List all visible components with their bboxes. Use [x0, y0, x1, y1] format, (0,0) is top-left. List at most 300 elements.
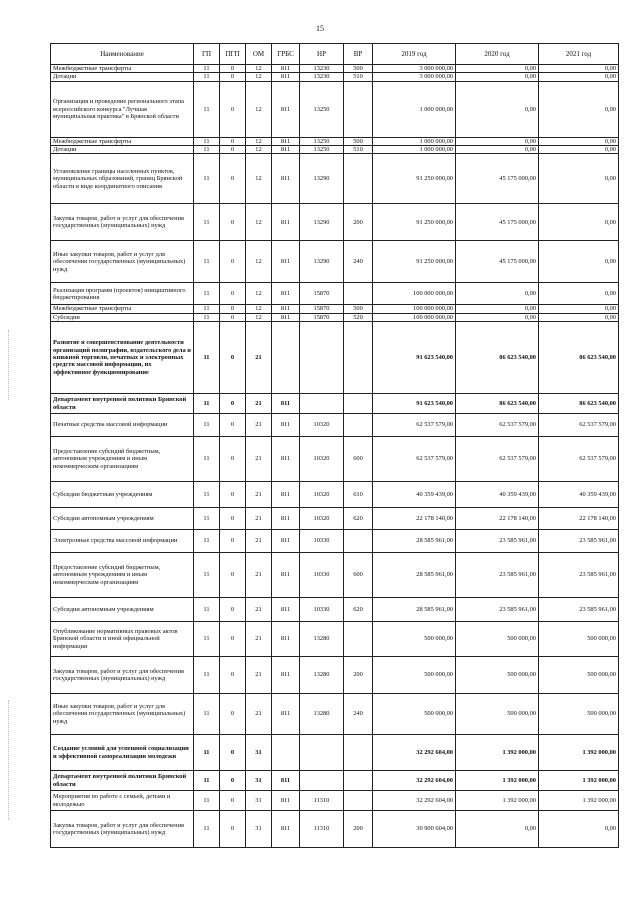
cell-grbs: 811 [272, 414, 300, 437]
cell-om: 31 [246, 735, 272, 771]
cell-grbs: 811 [272, 241, 300, 283]
cell-grbs [272, 735, 300, 771]
cell-gp: 11 [194, 437, 220, 482]
cell-2019: 100 000 000,00 [373, 313, 456, 321]
cell-2020: 0,00 [456, 811, 539, 848]
header-2021: 2021 год [539, 44, 619, 65]
cell-2019: 500 000,00 [373, 622, 456, 657]
cell-name: Межбюджетные трансферты [51, 137, 194, 145]
cell-name: Электронные средства массовой информации [51, 530, 194, 553]
cell-2021: 0,00 [539, 241, 619, 283]
cell-vr: 600 [344, 553, 373, 598]
cell-name: Межбюджетные трансферты [51, 305, 194, 313]
cell-vr: 510 [344, 73, 373, 81]
cell-gp: 11 [194, 553, 220, 598]
cell-om: 12 [246, 81, 272, 137]
cell-name: Иные закупки товаров, работ и услуг для обеспечения государственных (муниципальных) нужд [51, 694, 194, 735]
cell-2020: 0,00 [456, 305, 539, 313]
cell-2020: 1 392 000,00 [456, 791, 539, 811]
cell-nr: 13250 [300, 146, 344, 154]
cell-2021: 23 585 961,00 [539, 553, 619, 598]
cell-gp: 11 [194, 622, 220, 657]
cell-om: 12 [246, 73, 272, 81]
cell-gp: 11 [194, 283, 220, 305]
cell-pgp: 0 [220, 622, 246, 657]
cell-grbs: 811 [272, 394, 300, 414]
cell-name: Печатные средства массовой информации [51, 414, 194, 437]
cell-pgp: 0 [220, 437, 246, 482]
cell-pgp: 0 [220, 204, 246, 241]
cell-pgp: 0 [220, 598, 246, 622]
cell-pgp: 0 [220, 305, 246, 313]
cell-grbs: 811 [272, 283, 300, 305]
cell-om: 21 [246, 437, 272, 482]
table-row [51, 791, 619, 811]
cell-2019: 40 359 439,00 [373, 482, 456, 508]
cell-gp: 11 [194, 81, 220, 137]
cell-gp: 11 [194, 482, 220, 508]
cell-vr: 200 [344, 657, 373, 694]
cell-2019: 500 000,00 [373, 657, 456, 694]
cell-pgp: 0 [220, 811, 246, 848]
cell-grbs: 811 [272, 694, 300, 735]
cell-vr: 500 [344, 305, 373, 313]
cell-nr: 13230 [300, 73, 344, 81]
cell-vr: 500 [344, 137, 373, 145]
cell-vr: 200 [344, 204, 373, 241]
cell-vr: 610 [344, 482, 373, 508]
cell-2021: 22 178 140,00 [539, 508, 619, 530]
cell-nr: 15870 [300, 305, 344, 313]
cell-2021: 86 623 540,00 [539, 322, 619, 394]
header-vr: ВР [344, 44, 373, 65]
cell-om: 21 [246, 482, 272, 508]
table-row [51, 305, 619, 313]
cell-vr [344, 414, 373, 437]
cell-2019: 91 250 000,00 [373, 154, 456, 204]
cell-name: Департамент внутренней политики Брянской области [51, 394, 194, 414]
cell-om: 12 [246, 241, 272, 283]
cell-name: Закупка товаров, работ и услуг для обеспечения государственных (муниципальных) нужд [51, 204, 194, 241]
table-row [51, 622, 619, 657]
cell-om: 12 [246, 65, 272, 73]
cell-om: 21 [246, 657, 272, 694]
cell-name: Организация и проведение регионального этапа всероссийского конкурса "Лучшая муниципальная практика" в Брянской области [51, 81, 194, 137]
cell-om: 31 [246, 771, 272, 791]
cell-nr: 10320 [300, 508, 344, 530]
cell-nr: 13290 [300, 204, 344, 241]
cell-om: 21 [246, 508, 272, 530]
cell-nr: 13290 [300, 154, 344, 204]
cell-gp: 11 [194, 241, 220, 283]
cell-grbs: 811 [272, 482, 300, 508]
cell-nr: 13280 [300, 694, 344, 735]
cell-pgp: 0 [220, 154, 246, 204]
cell-om: 21 [246, 394, 272, 414]
cell-gp: 11 [194, 735, 220, 771]
cell-pgp: 0 [220, 791, 246, 811]
cell-om: 21 [246, 530, 272, 553]
cell-2021: 1 392 000,00 [539, 735, 619, 771]
cell-vr [344, 154, 373, 204]
cell-om: 21 [246, 414, 272, 437]
cell-2021: 0,00 [539, 811, 619, 848]
cell-2019: 62 537 579,00 [373, 437, 456, 482]
cell-vr: 200 [344, 811, 373, 848]
cell-2021: 0,00 [539, 65, 619, 73]
cell-pgp: 0 [220, 657, 246, 694]
cell-2020: 0,00 [456, 146, 539, 154]
cell-2021: 40 359 439,00 [539, 482, 619, 508]
cell-nr: 10330 [300, 598, 344, 622]
cell-pgp: 0 [220, 322, 246, 394]
cell-2020: 0,00 [456, 137, 539, 145]
table-row [51, 154, 619, 204]
cell-2019: 28 585 961,00 [373, 530, 456, 553]
cell-pgp: 0 [220, 283, 246, 305]
header-2020: 2020 год [456, 44, 539, 65]
cell-2019: 22 178 140,00 [373, 508, 456, 530]
header-om: ОМ [246, 44, 272, 65]
cell-om: 21 [246, 598, 272, 622]
cell-nr: 15870 [300, 313, 344, 321]
cell-gp: 11 [194, 394, 220, 414]
cell-nr: 10320 [300, 437, 344, 482]
margin-mark [8, 700, 10, 820]
table-row [51, 73, 619, 81]
cell-pgp: 0 [220, 146, 246, 154]
cell-2020: 0,00 [456, 65, 539, 73]
cell-om: 31 [246, 811, 272, 848]
cell-grbs: 811 [272, 313, 300, 321]
cell-2021: 1 392 000,00 [539, 771, 619, 791]
cell-2021: 0,00 [539, 137, 619, 145]
table-row [51, 482, 619, 508]
cell-name: Дотации [51, 73, 194, 81]
cell-2020: 62 537 579,00 [456, 414, 539, 437]
cell-2019: 62 537 579,00 [373, 414, 456, 437]
cell-om: 12 [246, 204, 272, 241]
cell-vr: 620 [344, 598, 373, 622]
cell-nr: 11310 [300, 811, 344, 848]
cell-om: 12 [246, 137, 272, 145]
cell-2020: 500 000,00 [456, 622, 539, 657]
cell-vr: 620 [344, 508, 373, 530]
cell-grbs: 811 [272, 146, 300, 154]
cell-vr: 520 [344, 313, 373, 321]
cell-name: Развитие и совершенствование деятельности организаций полиграфии, издательского дела и книжной торговли, печатных и электронных средств массовой информации, их эффективное функционирование [51, 322, 194, 394]
cell-gp: 11 [194, 530, 220, 553]
cell-nr: 13250 [300, 137, 344, 145]
cell-gp: 11 [194, 313, 220, 321]
cell-grbs: 811 [272, 657, 300, 694]
cell-grbs: 811 [272, 81, 300, 137]
cell-2021: 500 000,00 [539, 657, 619, 694]
cell-2021: 500 000,00 [539, 694, 619, 735]
cell-grbs: 811 [272, 530, 300, 553]
cell-pgp: 0 [220, 508, 246, 530]
cell-pgp: 0 [220, 530, 246, 553]
cell-2020: 45 175 000,00 [456, 204, 539, 241]
cell-2021: 0,00 [539, 305, 619, 313]
cell-name: Опубликование нормативных правовых актов Брянской области и иной официальной информации [51, 622, 194, 657]
cell-2021: 0,00 [539, 283, 619, 305]
cell-gp: 11 [194, 65, 220, 73]
cell-pgp: 0 [220, 482, 246, 508]
cell-nr: 13290 [300, 241, 344, 283]
cell-gp: 11 [194, 305, 220, 313]
budget-table [50, 43, 619, 848]
cell-2019: 3 000 000,00 [373, 65, 456, 73]
cell-pgp: 0 [220, 735, 246, 771]
cell-vr: 240 [344, 694, 373, 735]
table-row [51, 81, 619, 137]
cell-2021: 0,00 [539, 73, 619, 81]
cell-2021: 0,00 [539, 154, 619, 204]
cell-gp: 11 [194, 508, 220, 530]
table-row [51, 508, 619, 530]
cell-gp: 11 [194, 791, 220, 811]
cell-gp: 11 [194, 811, 220, 848]
cell-om: 12 [246, 283, 272, 305]
cell-grbs: 811 [272, 154, 300, 204]
cell-2020: 23 585 961,00 [456, 598, 539, 622]
page-number: 15 [316, 24, 324, 33]
cell-2020: 23 585 961,00 [456, 530, 539, 553]
cell-pgp: 0 [220, 73, 246, 81]
cell-gp: 11 [194, 322, 220, 394]
cell-2019: 28 585 961,00 [373, 598, 456, 622]
cell-vr [344, 791, 373, 811]
cell-nr [300, 322, 344, 394]
cell-2019: 32 292 604,00 [373, 771, 456, 791]
cell-name: Предоставление субсидий бюджетным, автономным учреждениям и иным некоммерческим организациям [51, 437, 194, 482]
cell-om: 12 [246, 313, 272, 321]
cell-pgp: 0 [220, 241, 246, 283]
cell-gp: 11 [194, 657, 220, 694]
table-row [51, 598, 619, 622]
cell-2021: 86 623 540,00 [539, 394, 619, 414]
cell-2020: 23 585 961,00 [456, 553, 539, 598]
cell-2020: 0,00 [456, 313, 539, 321]
cell-nr: 15870 [300, 283, 344, 305]
cell-vr [344, 771, 373, 791]
cell-2019: 91 250 000,00 [373, 241, 456, 283]
cell-om: 21 [246, 322, 272, 394]
cell-2020: 62 537 579,00 [456, 437, 539, 482]
header-grbs: ГРБС [272, 44, 300, 65]
table-row [51, 735, 619, 771]
cell-grbs: 811 [272, 65, 300, 73]
cell-grbs: 811 [272, 204, 300, 241]
cell-gp: 11 [194, 598, 220, 622]
cell-pgp: 0 [220, 81, 246, 137]
cell-vr: 500 [344, 65, 373, 73]
cell-vr [344, 394, 373, 414]
cell-om: 31 [246, 791, 272, 811]
table-row [51, 694, 619, 735]
cell-name: Реализация программ (проектов) инициативного бюджетирования [51, 283, 194, 305]
cell-nr: 10320 [300, 414, 344, 437]
cell-vr [344, 283, 373, 305]
cell-name: Установление границы населенных пунктов, муниципальных образований, границ Брянской области в виде координатного описания [51, 154, 194, 204]
cell-gp: 11 [194, 771, 220, 791]
table-row [51, 657, 619, 694]
cell-vr: 510 [344, 146, 373, 154]
cell-vr: 600 [344, 437, 373, 482]
cell-2021: 23 585 961,00 [539, 598, 619, 622]
cell-2020: 40 359 439,00 [456, 482, 539, 508]
cell-2020: 1 392 000,00 [456, 735, 539, 771]
cell-nr: 10330 [300, 530, 344, 553]
cell-vr [344, 322, 373, 394]
cell-nr [300, 394, 344, 414]
cell-gp: 11 [194, 694, 220, 735]
table-row [51, 146, 619, 154]
cell-2020: 500 000,00 [456, 694, 539, 735]
cell-2020: 0,00 [456, 81, 539, 137]
table-row [51, 65, 619, 73]
cell-pgp: 0 [220, 694, 246, 735]
cell-pgp: 0 [220, 65, 246, 73]
cell-pgp: 0 [220, 553, 246, 598]
cell-gp: 11 [194, 137, 220, 145]
header-nr: НР [300, 44, 344, 65]
cell-vr [344, 622, 373, 657]
cell-2019: 32 292 604,00 [373, 791, 456, 811]
cell-2019: 91 623 540,00 [373, 394, 456, 414]
cell-grbs: 811 [272, 771, 300, 791]
cell-gp: 11 [194, 73, 220, 81]
cell-2021: 0,00 [539, 81, 619, 137]
cell-gp: 11 [194, 154, 220, 204]
cell-2019: 32 292 604,00 [373, 735, 456, 771]
cell-pgp: 0 [220, 414, 246, 437]
cell-2021: 62 537 579,00 [539, 414, 619, 437]
cell-2021: 0,00 [539, 204, 619, 241]
cell-grbs: 811 [272, 73, 300, 81]
cell-nr [300, 771, 344, 791]
cell-name: Дотации [51, 146, 194, 154]
cell-vr [344, 81, 373, 137]
cell-name: Закупка товаров, работ и услуг для обеспечения государственных (муниципальных) нужд [51, 657, 194, 694]
cell-2020: 500 000,00 [456, 657, 539, 694]
cell-gp: 11 [194, 146, 220, 154]
table-row [51, 313, 619, 321]
cell-2019: 1 000 000,00 [373, 146, 456, 154]
cell-pgp: 0 [220, 394, 246, 414]
header-2019: 2019 год [373, 44, 456, 65]
cell-2019: 28 585 961,00 [373, 553, 456, 598]
cell-name: Субсидии автономным учреждениям [51, 598, 194, 622]
cell-2021: 0,00 [539, 313, 619, 321]
cell-grbs: 811 [272, 437, 300, 482]
cell-nr: 13280 [300, 622, 344, 657]
cell-om: 12 [246, 146, 272, 154]
cell-2021: 0,00 [539, 146, 619, 154]
margin-mark [8, 330, 10, 400]
cell-vr [344, 735, 373, 771]
cell-2019: 500 000,00 [373, 694, 456, 735]
cell-2019: 91 623 540,00 [373, 322, 456, 394]
cell-2020: 86 623 540,00 [456, 394, 539, 414]
cell-name: Создание условий для успешной социализации и эффективной самореализации молодежи [51, 735, 194, 771]
cell-2019: 30 900 604,00 [373, 811, 456, 848]
table-row [51, 283, 619, 305]
cell-2020: 86 623 540,00 [456, 322, 539, 394]
cell-name: Предоставление субсидий бюджетным, автономным учреждениям и иным некоммерческим организациям [51, 553, 194, 598]
cell-pgp: 0 [220, 771, 246, 791]
cell-om: 12 [246, 305, 272, 313]
cell-name: Департамент внутренней политики Брянской области [51, 771, 194, 791]
cell-nr: 13250 [300, 81, 344, 137]
cell-2020: 45 175 000,00 [456, 241, 539, 283]
cell-grbs: 811 [272, 137, 300, 145]
cell-2019: 1 000 000,00 [373, 81, 456, 137]
table-header-row [51, 44, 619, 65]
table-row [51, 137, 619, 145]
cell-grbs: 811 [272, 811, 300, 848]
cell-name: Субсидии [51, 313, 194, 321]
cell-name: Межбюджетные трансферты [51, 65, 194, 73]
cell-2019: 91 250 000,00 [373, 204, 456, 241]
cell-2019: 1 000 000,00 [373, 137, 456, 145]
cell-nr: 13230 [300, 65, 344, 73]
cell-nr: 13280 [300, 657, 344, 694]
cell-2020: 0,00 [456, 283, 539, 305]
cell-nr [300, 735, 344, 771]
header-name: Наименование [51, 44, 194, 65]
cell-grbs: 811 [272, 553, 300, 598]
header-gp: ГП [194, 44, 220, 65]
cell-name: Иные закупки товаров, работ и услуг для обеспечения государственных (муниципальных) нужд [51, 241, 194, 283]
cell-name: Субсидии бюджетным учреждениям [51, 482, 194, 508]
cell-vr [344, 530, 373, 553]
cell-2021: 1 392 000,00 [539, 791, 619, 811]
cell-om: 12 [246, 154, 272, 204]
cell-nr: 10330 [300, 553, 344, 598]
cell-grbs: 811 [272, 622, 300, 657]
cell-nr: 10320 [300, 482, 344, 508]
table-row [51, 811, 619, 848]
cell-pgp: 0 [220, 313, 246, 321]
table-row [51, 437, 619, 482]
cell-grbs [272, 322, 300, 394]
table-row [51, 771, 619, 791]
cell-grbs: 811 [272, 791, 300, 811]
table-row [51, 553, 619, 598]
cell-gp: 11 [194, 414, 220, 437]
cell-2019: 3 000 000,00 [373, 73, 456, 81]
cell-2019: 100 000 000,00 [373, 305, 456, 313]
cell-2020: 1 392 000,00 [456, 771, 539, 791]
table-row [51, 530, 619, 553]
cell-2021: 62 537 579,00 [539, 437, 619, 482]
cell-om: 21 [246, 694, 272, 735]
cell-vr: 240 [344, 241, 373, 283]
table-row [51, 322, 619, 394]
cell-om: 21 [246, 553, 272, 598]
cell-grbs: 811 [272, 305, 300, 313]
cell-2020: 0,00 [456, 73, 539, 81]
cell-2020: 22 178 140,00 [456, 508, 539, 530]
cell-pgp: 0 [220, 137, 246, 145]
cell-2021: 500 000,00 [539, 622, 619, 657]
header-pgp: ПГП [220, 44, 246, 65]
table-row [51, 394, 619, 414]
cell-name: Субсидии автономным учреждениям [51, 508, 194, 530]
cell-om: 21 [246, 622, 272, 657]
